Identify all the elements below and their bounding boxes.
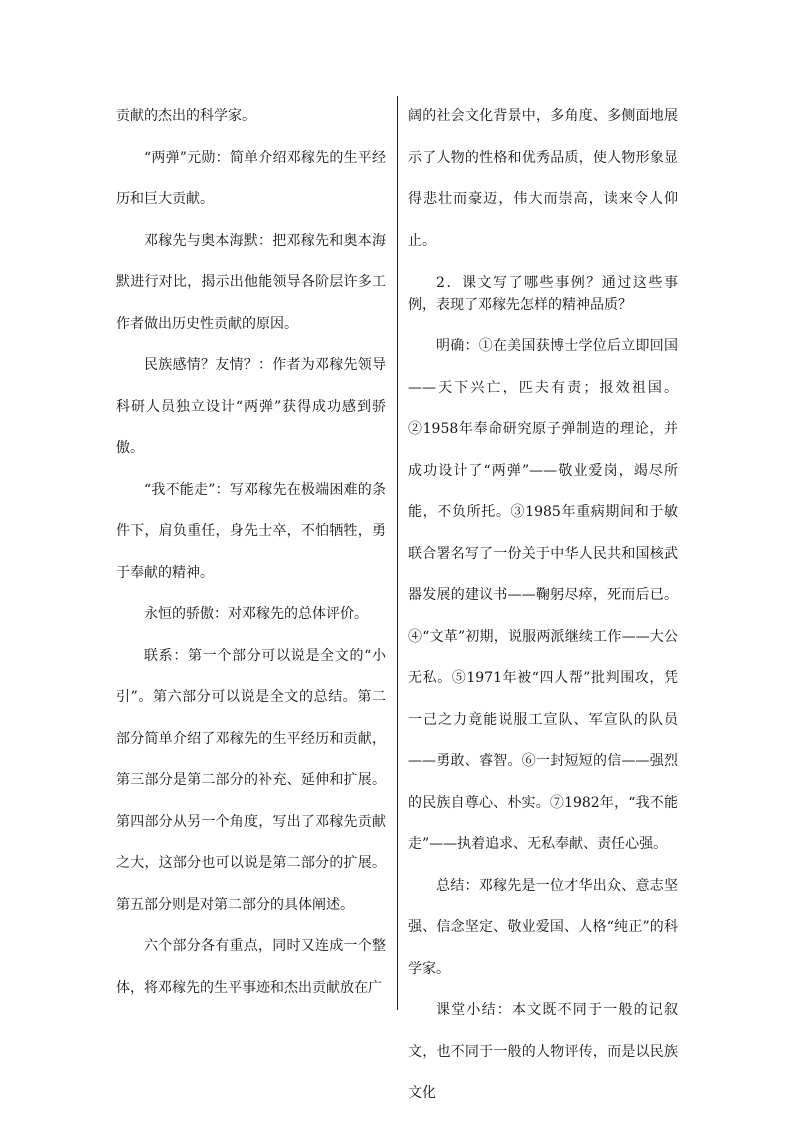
left-column (116, 96, 386, 1009)
paragraph-connection: 联系：第一个部分可以说是全文的“小引”。第六部分可以说是全文的总结。第二部分简单介绍了邓稼先的生平经历和贡献，第三部分是第二部分的补充、延伸和扩展。第四部分从另一个角度，写出了邓稼先贡献之大，这部分也可以说是第二部分的扩展。第五部分则是对第二部分的具体阐述。 (116, 647, 386, 913)
paragraph-class-summary: 课堂小结：本文既不同于一般的记叙文，也不同于一般的人物评传，而是以民族文化 (408, 1002, 678, 1101)
paragraph-oppenheimer: 邓稼先与奥本海默：把邓稼先和奥本海默进行对比，揭示出他能领导各阶层许多工作者做出历史性贡献的原因。 (116, 232, 386, 332)
paragraph-eternal-pride: 永恒的骄傲：对邓稼先的总体评价。 (144, 606, 368, 622)
paragraph-continuation-right: 阔的社会文化背景中，多角度、多侧面地展示了人物的性格和优秀品质，使人物形象显得悲壮而豪迈，伟大而崇高，读来令人仰止。 (408, 108, 678, 249)
paragraph-answer: 明确：①在美国获博士学位后立即回国——天下兴亡，匹夫有责；报效祖国。②1958年奉命研究原子弹制造的理论，并成功设计了“两弹”——敬业爱岗，竭尽所能，不负所托。③1985年重病期间和于敏联合署名写了一份关于中华人民共和国核武器发展的建议书——鞠躬尽瘁，死而后已。④“文革”初期，说服两派继续工作——大公无私。⑤1971年被“四人帮”批判围攻，凭一己之力竟能说服工宣队、军宣队的队员——勇敢、睿智。⑥一封短短的信——强烈的民族自尊心、朴实。⑦1982年，“我不能走”——执着追求、无私奉献、责任心强。 (408, 338, 678, 852)
paragraph-summary: 总结：邓稼先是一位才华出众、意志坚强、信念坚定、敬业爱国、人格“纯正”的科学家。 (408, 877, 678, 977)
paragraph-continuation: 贡献的杰出的科学家。 (116, 108, 256, 124)
right-column (408, 96, 678, 1115)
question-2: 2．课文写了哪些事例？通过这些事例，表现了邓稼先怎样的精神品质？ (408, 275, 678, 313)
column-divider (397, 96, 398, 1010)
paragraph-six-parts: 六个部分各有重点，同时又连成一个整体，将邓稼先的生平事迹和杰出贡献放在广 (116, 938, 386, 996)
paragraph-liangdan-yuanxun: “两弹”元勋：简单介绍邓稼先的生平经历和巨大贡献。 (116, 149, 386, 207)
paragraph-national-feeling: 民族感情？友情？：作者为邓稼先领导科研人员独立设计“两弹”获得成功感到骄傲。 (116, 357, 386, 456)
paragraph-i-cannot-leave: “我不能走”：写邓稼先在极端困难的条件下，肩负重任，身先士卒，不怕牺牲，勇于奉献的精神。 (116, 481, 386, 581)
